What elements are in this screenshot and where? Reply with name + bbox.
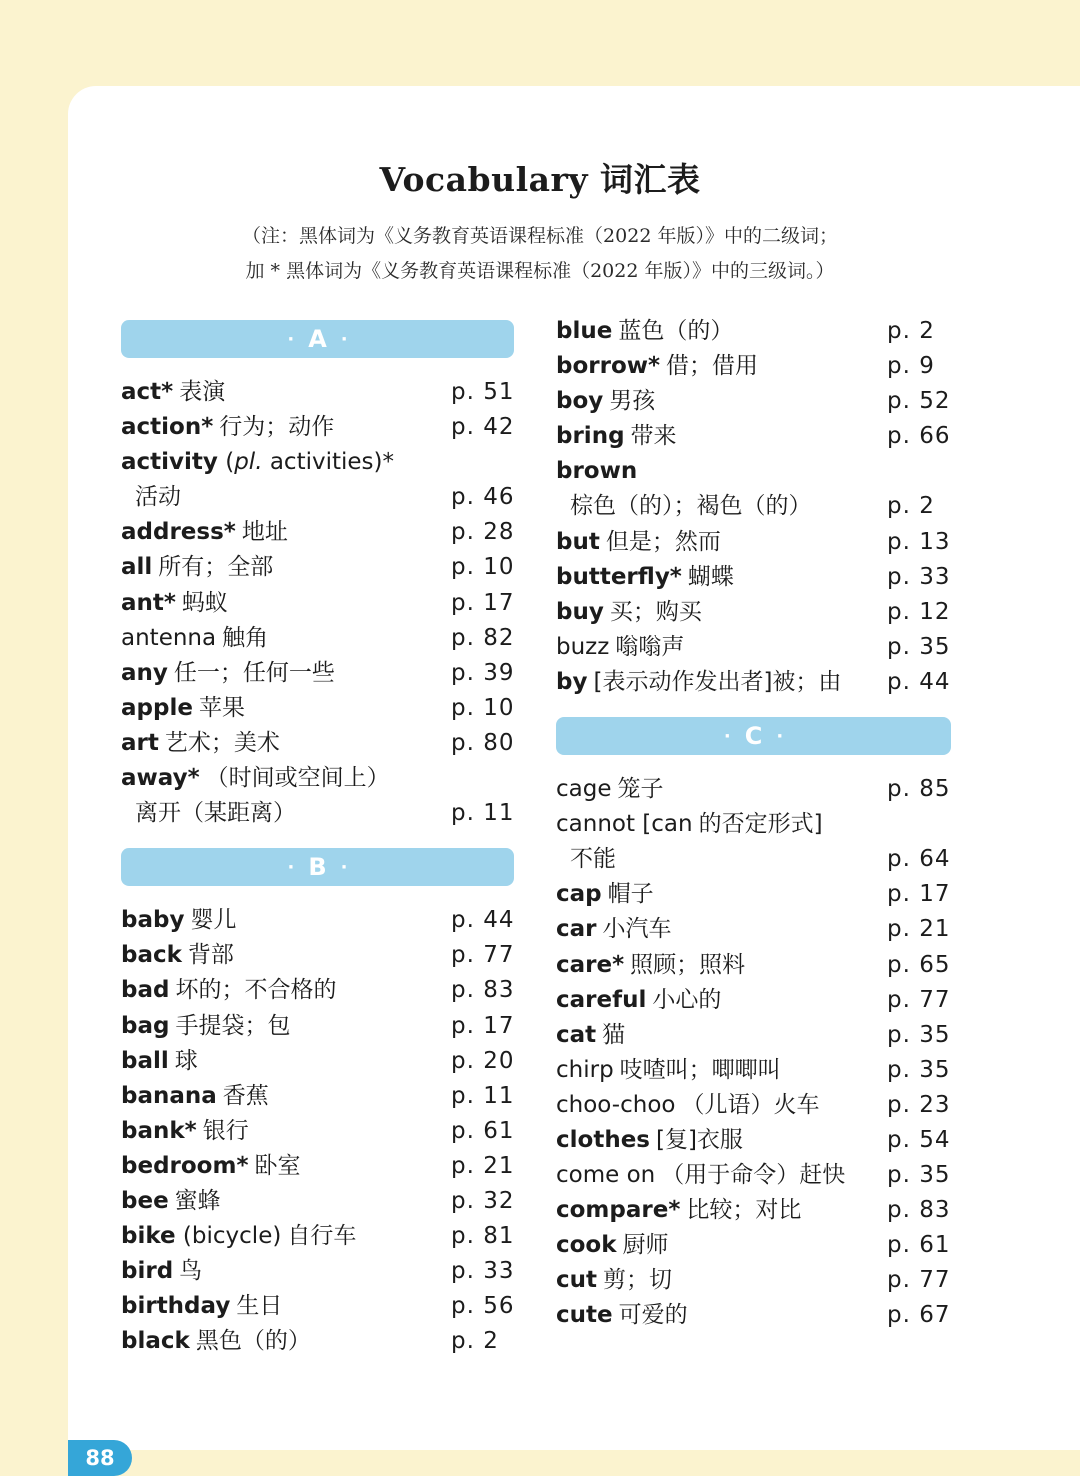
page-title: Vocabulary 词汇表 (379, 160, 701, 199)
entry-translation: 小心的 (652, 986, 722, 1013)
vocab-entry (121, 550, 514, 585)
entry-translation: 香蕉 (222, 1082, 269, 1109)
entry-word: cannot [can (556, 811, 693, 838)
note-line-2: 加 * 黑体词为《义务教育英语课程标准（2022 年版）》中的三级词。） (245, 260, 835, 282)
entry-word: cap (556, 881, 602, 908)
entry-list-b-cont (556, 314, 951, 700)
entry-translation: 背部 (187, 942, 234, 969)
vocab-entry (556, 1123, 951, 1158)
entry-page-ref: p. 54 (887, 1126, 951, 1153)
entry-word: butterfly* (556, 563, 682, 590)
entry-word: careful (556, 986, 647, 1013)
vocab-entry (121, 586, 514, 621)
entry-translation: 蚂蚁 (181, 589, 228, 616)
entry-translation: 任一；任何一些 (173, 659, 335, 686)
entry-list-c (556, 772, 951, 1334)
entry-page-ref: p. 51 (451, 379, 515, 405)
entry-translation: （用于命令）赶快 (661, 1162, 846, 1189)
vocab-entry (556, 560, 951, 595)
entry-word: ant* (121, 589, 176, 616)
section-letter: C (744, 722, 763, 751)
entry-translation: 猫 (602, 1021, 626, 1048)
entry-translation: 买；购买 (609, 598, 702, 625)
vocab-entry (556, 349, 951, 384)
entry-word: bike (121, 1223, 176, 1250)
entry-translation: 带来 (630, 423, 677, 450)
section-header-c (556, 717, 951, 755)
entry-page-ref: p. 35 (887, 1162, 951, 1189)
entry-word: away* (121, 765, 200, 792)
entry-translation: 帽子 (607, 881, 654, 908)
entry-word: banana (121, 1082, 217, 1109)
entry-page-ref: p. 10 (451, 554, 515, 581)
vocab-entry (556, 1018, 951, 1053)
entry-word: bee (121, 1187, 169, 1214)
vocab-entry (121, 1254, 514, 1289)
entry-translation: 生日 (236, 1293, 283, 1320)
entry-word: bedroom* (121, 1152, 249, 1179)
entry-word: cage (556, 776, 612, 803)
entry-word: cute (556, 1302, 613, 1329)
vocab-entry (121, 1009, 514, 1044)
note-line-1: （注：黑体词为《义务教育英语课程标准（2022 年版）》中的二级词； (242, 225, 838, 247)
entry-word: address* (121, 519, 236, 546)
entry-page-ref: p. 42 (451, 414, 515, 441)
entry-word: blue (556, 318, 613, 344)
vocab-entry (121, 973, 514, 1008)
section-header-b (121, 848, 514, 886)
entry-page-ref: p. 28 (451, 519, 515, 546)
entry-translation: 可爱的 (618, 1302, 688, 1329)
entry-note: activities)* (262, 449, 394, 476)
entry-page-ref: p. 17 (451, 1012, 515, 1039)
entry-word: art (121, 729, 159, 756)
entry-word: cook (556, 1232, 617, 1259)
vocab-entry (556, 525, 951, 560)
entry-translation: 触角 (222, 624, 269, 651)
section-dot: · (776, 725, 784, 747)
vocab-entry (121, 410, 514, 445)
entry-word: act* (121, 379, 174, 405)
entry-page-ref: p. 35 (887, 1021, 951, 1048)
entry-translation: 小汽车 (602, 916, 672, 943)
entry-translation: [表示动作发出者]被；由 (593, 668, 842, 695)
section-header-a (121, 320, 514, 358)
vocab-entry (556, 1228, 951, 1263)
entry-page-ref: p. 44 (451, 907, 515, 934)
entry-word: brown (556, 458, 638, 485)
entry-page-ref: p. 56 (451, 1293, 515, 1320)
entry-translation: 照顾；照料 (630, 951, 746, 978)
entry-translation: 比较；对比 (686, 1197, 802, 1224)
section-letter: B (308, 853, 327, 882)
entry-translation: 离开（某距离） (135, 800, 296, 827)
vocab-entry (556, 1263, 951, 1298)
vocab-entry (556, 1053, 951, 1088)
vocab-entry (121, 375, 514, 410)
entry-translation: 蝴蝶 (687, 563, 734, 590)
vocab-entry (121, 621, 514, 656)
section-dot: · (287, 328, 295, 350)
entry-translation: 卧室 (254, 1152, 301, 1179)
entry-word: baby (121, 907, 185, 934)
vocab-entry (121, 1044, 514, 1079)
entry-page-ref: p. 23 (887, 1091, 951, 1118)
entry-word: black (121, 1328, 190, 1355)
entry-page-ref: p. 52 (887, 388, 951, 415)
entry-page-ref: p. 2 (451, 1328, 499, 1355)
entry-word: boy (556, 388, 604, 415)
entry-page-ref: p. 61 (887, 1232, 951, 1259)
entry-translation: 手提袋；包 (175, 1012, 291, 1039)
entry-page-ref: p. 21 (887, 916, 951, 943)
entry-word: chirp (556, 1056, 614, 1083)
column-left (121, 320, 514, 1359)
entry-translation: 不能 (570, 846, 616, 873)
entry-page-ref: p. 20 (451, 1047, 515, 1074)
entry-word: buzz (556, 633, 610, 660)
entry-word: car (556, 916, 597, 943)
entry-word: clothes (556, 1126, 650, 1153)
entry-translation: 地址 (241, 519, 288, 546)
vocab-entry (556, 772, 951, 807)
entry-translation: 男孩 (609, 388, 656, 415)
entry-translation: 表演 (179, 379, 226, 405)
entry-word: come on (556, 1162, 656, 1189)
vocab-entry (556, 384, 951, 419)
entry-page-ref: p. 35 (887, 633, 951, 660)
entry-page-ref: p. 33 (887, 563, 951, 590)
entry-page-ref: p. 21 (451, 1152, 515, 1179)
vocab-entry (121, 1184, 514, 1219)
entry-page-ref: p. 65 (887, 951, 951, 978)
entry-page-ref: p. 12 (887, 598, 951, 625)
entry-translation: 笼子 (617, 776, 664, 803)
column-right (556, 314, 951, 1334)
vocab-entry (121, 656, 514, 691)
vocab-entry (556, 983, 951, 1018)
entry-page-ref: p. 44 (887, 668, 951, 695)
entry-word: cat (556, 1021, 597, 1048)
entry-page-ref: p. 2 (887, 493, 935, 520)
vocab-entry (121, 1079, 514, 1114)
vocab-entry (556, 419, 951, 454)
section-letter: A (308, 325, 327, 353)
entry-page-ref: p. 33 (451, 1258, 515, 1285)
entry-translation: 坏的；不合格的 (175, 977, 337, 1004)
entry-word: buy (556, 598, 604, 625)
entry-translation: 吱喳叫；唧唧叫 (619, 1056, 781, 1083)
entry-word: compare* (556, 1197, 681, 1224)
entry-list-b (121, 903, 514, 1359)
entry-translation: （儿语）火车 (681, 1091, 820, 1118)
entry-page-ref: p. 81 (451, 1223, 515, 1250)
entry-list-a (121, 375, 514, 831)
vocab-entry (121, 1219, 514, 1254)
vocab-entry (556, 912, 951, 947)
vocab-entry (556, 948, 951, 983)
vocab-entry (121, 445, 514, 480)
section-dot: · (340, 856, 348, 878)
section-dot: · (287, 856, 295, 878)
entry-page-ref: p. 32 (451, 1187, 515, 1214)
entry-word: cut (556, 1267, 598, 1294)
vocab-entry (556, 630, 951, 665)
entry-page-ref: p. 80 (451, 729, 515, 756)
vocab-entry (556, 314, 951, 349)
entry-page-ref: p. 66 (887, 423, 951, 450)
entry-word: birthday (121, 1293, 231, 1320)
page-number: 88 (68, 1440, 132, 1476)
entry-word: choo-choo (556, 1091, 676, 1118)
entry-page-ref: p. 10 (451, 694, 515, 721)
entry-translation: 所有；全部 (158, 554, 274, 581)
vocab-entry (556, 1088, 951, 1123)
vocab-entry (121, 938, 514, 973)
entry-word: borrow* (556, 353, 661, 380)
vocab-entry (556, 1298, 951, 1333)
entry-page-ref: p. 2 (887, 318, 935, 344)
vocab-entry (556, 1158, 951, 1193)
entry-translation: [复]衣服 (655, 1126, 743, 1153)
entry-translation: 厨师 (622, 1232, 669, 1259)
entry-page-ref: p. 61 (451, 1117, 515, 1144)
entry-page-ref: p. 46 (451, 484, 515, 511)
vocab-entry (556, 665, 951, 700)
entry-translation: 婴儿 (190, 907, 237, 934)
entry-word: bring (556, 423, 625, 450)
entry-page-ref: p. 11 (451, 800, 515, 827)
entry-word: apple (121, 694, 193, 721)
vocab-entry (121, 1289, 514, 1324)
entry-word: back (121, 942, 182, 969)
vocab-entry (121, 480, 514, 515)
entry-word: action* (121, 414, 214, 441)
entry-word: all (121, 554, 153, 581)
entry-translation: 鸟 (179, 1258, 203, 1285)
entry-translation: 球 (174, 1047, 198, 1074)
vocab-entry (556, 877, 951, 912)
entry-page-ref: p. 83 (451, 977, 515, 1004)
entry-translation: 蜜蜂 (174, 1187, 221, 1214)
entry-page-ref: p. 17 (451, 589, 515, 616)
vocab-entry (121, 1114, 514, 1149)
vocab-entry (556, 595, 951, 630)
entry-translation: 借；借用 (666, 353, 759, 380)
vocab-entry (556, 454, 951, 489)
entry-page-ref: p. 85 (887, 776, 951, 803)
vocab-entry (121, 515, 514, 550)
vocab-entry (121, 1324, 514, 1359)
entry-page-ref: p. 77 (451, 942, 515, 969)
entry-page-ref: p. 39 (451, 659, 515, 686)
entry-translation: 苹果 (198, 694, 245, 721)
entry-translation: 的否定形式] (698, 811, 823, 838)
entry-note: ( (217, 449, 235, 476)
entry-word: antenna (121, 624, 217, 651)
entry-translation: 行为；动作 (219, 414, 335, 441)
entry-word: bird (121, 1258, 174, 1285)
entry-note: pl. (234, 449, 263, 476)
entry-word: but (556, 528, 600, 555)
entry-page-ref: p. 77 (887, 986, 951, 1013)
entry-translation: （时间或空间上） (205, 765, 390, 792)
vocab-entry (556, 807, 951, 842)
vocab-entry (121, 726, 514, 761)
entry-page-ref: p. 67 (887, 1302, 951, 1329)
vocab-entry (121, 1149, 514, 1184)
section-dot: · (723, 725, 731, 747)
entry-page-ref: p. 11 (451, 1082, 515, 1109)
entry-page-ref: p. 35 (887, 1056, 951, 1083)
entry-page-ref: p. 82 (451, 624, 515, 651)
entry-word: bad (121, 977, 170, 1004)
vocab-entry (121, 796, 514, 831)
vocab-entry (121, 761, 514, 796)
entry-word: activity (121, 449, 218, 476)
vocab-entry (556, 842, 951, 877)
entry-word: care* (556, 951, 625, 978)
vocab-entry (121, 903, 514, 938)
entry-word: any (121, 659, 168, 686)
entry-translation: 自行车 (287, 1223, 357, 1250)
vocab-entry (556, 1193, 951, 1228)
entry-page-ref: p. 77 (887, 1267, 951, 1294)
entry-translation: 活动 (135, 484, 181, 511)
entry-translation: 嗡嗡声 (615, 633, 685, 660)
entry-page-ref: p. 9 (887, 353, 935, 380)
entry-translation: 银行 (202, 1117, 249, 1144)
entry-note: (bicycle) (175, 1223, 282, 1250)
entry-translation: 蓝色（的） (618, 318, 734, 344)
entry-translation: 艺术；美术 (164, 729, 280, 756)
vocab-entry (121, 691, 514, 726)
section-dot: · (340, 328, 348, 350)
entry-word: ball (121, 1047, 169, 1074)
entry-word: bag (121, 1012, 170, 1039)
entry-page-ref: p. 17 (887, 881, 951, 908)
vocab-entry (556, 489, 951, 524)
entry-translation: 但是；然而 (605, 528, 721, 555)
entry-translation: 黑色（的） (195, 1328, 311, 1355)
entry-page-ref: p. 83 (887, 1197, 951, 1224)
entry-page-ref: p. 64 (887, 846, 951, 873)
entry-page-ref: p. 13 (887, 528, 951, 555)
entry-word: by (556, 668, 588, 695)
entry-word: bank* (121, 1117, 197, 1144)
entry-translation: 剪；切 (603, 1267, 673, 1294)
entry-translation: 棕色（的）；褐色（的） (570, 493, 812, 520)
